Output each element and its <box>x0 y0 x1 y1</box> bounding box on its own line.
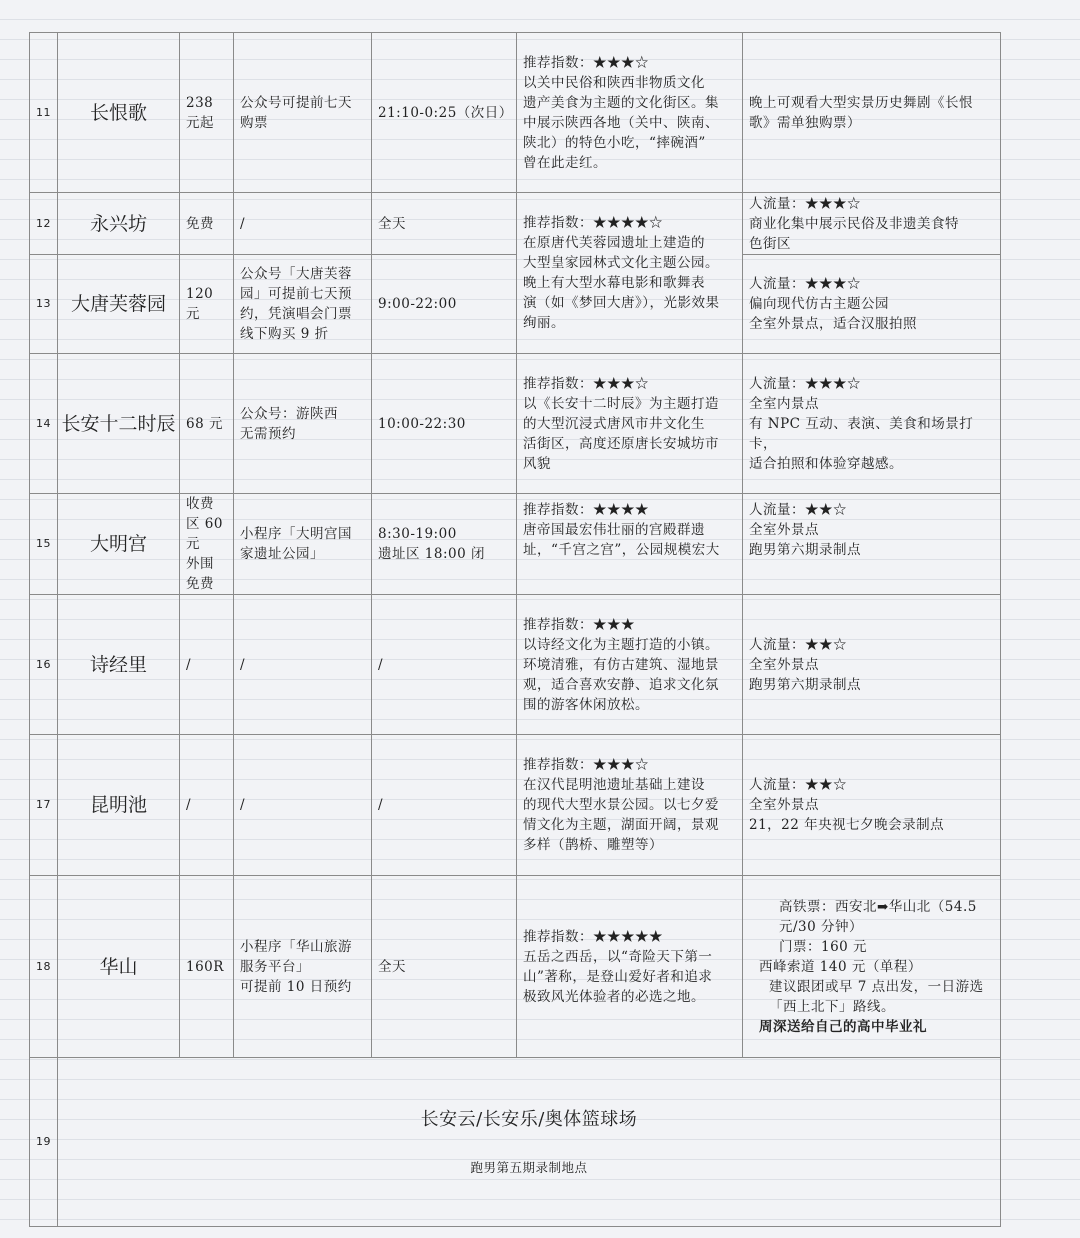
row-number: 15 <box>30 494 58 595</box>
booking-cell: / <box>234 735 372 876</box>
row-number: 17 <box>30 735 58 876</box>
booking-cell: / <box>234 595 372 735</box>
table-row <box>30 354 1001 494</box>
booking-cell: 小程序「华山旅游 服务平台」 可提前 10 日预约 <box>234 876 372 1058</box>
description-cell: 推荐指数：★★★★★ 五岳之西岳，以“奇险天下第一 山”著称，是登山爱好者和追求 极致风光体验者的必选之地。 <box>517 876 743 1058</box>
merged-cell <box>58 1058 1001 1227</box>
row-number: 18 <box>30 876 58 1058</box>
booking-cell: 公众号：游陕西 无需预约 <box>234 354 372 494</box>
price-cell: 160R <box>180 876 234 1058</box>
table-row <box>30 1058 1001 1227</box>
row-number: 14 <box>30 354 58 494</box>
note-cell: 人流量：★★★☆ 偏向现代仿古主题公园 全室外景点，适合汉服拍照 <box>743 255 1001 354</box>
note-cell: 人流量：★★☆ 全室外景点 跑男第六期录制点 <box>743 595 1001 735</box>
table-row <box>30 494 1001 595</box>
merged-content <box>58 1078 1000 1206</box>
note-cell: 晚上可观看大型实景历史舞剧《长恨 歌》需单独购票） <box>743 33 1001 193</box>
hours-cell: 8:30-19:00 遗址区 18:00 闭 <box>372 494 517 595</box>
hours-cell: 9:00-22:00 <box>372 255 517 354</box>
hours-cell: 10:00-22:30 <box>372 354 517 494</box>
price-cell: 120 元 <box>180 255 234 354</box>
price-cell: 收费 区 60 元 外围 免费 <box>180 494 234 595</box>
row-number: 12 <box>30 193 58 255</box>
booking-cell: / <box>234 193 372 255</box>
description-cell: 推荐指数：★★★☆ 在汉代昆明池遗址基础上建设 的现代大型水景公园。以七夕爱 情文化为主题，湖面开阔，景观 多样（鹊桥、雕塑等） <box>517 735 743 876</box>
venue-subtitle: 跑男第五期录制地点 <box>470 1160 588 1175</box>
attraction-name: 永兴坊 <box>58 193 180 255</box>
note-cell: 人流量：★★☆ 全室外景点 21，22 年央视七夕晚会录制点 <box>743 735 1001 876</box>
attraction-name: 华山 <box>58 876 180 1058</box>
note-line: 门票：160 元 <box>779 938 868 955</box>
table-row <box>30 595 1001 735</box>
description-cell: 推荐指数：★★★☆ 以《长安十二时辰》为主题打造 的大型沉浸式唐风市井文化生 活街区，高度还原唐长安城坊市 风貌 <box>517 354 743 494</box>
attraction-name: 大唐芙蓉园 <box>58 255 180 354</box>
table-row <box>30 255 1001 354</box>
note-line: 周深送给自己的高中毕业礼 <box>759 1018 927 1035</box>
attraction-name: 诗经里 <box>58 595 180 735</box>
row-number: 11 <box>30 33 58 193</box>
hours-cell: / <box>372 735 517 876</box>
table-row <box>30 193 1001 255</box>
row-number: 16 <box>30 595 58 735</box>
price-cell: 68 元 <box>180 354 234 494</box>
hours-cell: 21:10-0:25（次日） <box>372 33 517 193</box>
note-line: 建议跟团或早 7 点出发，一日游选 「西上北下」路线。 <box>769 978 984 1015</box>
price-cell: 免费 <box>180 193 234 255</box>
table-row <box>30 735 1001 876</box>
booking-cell: 小程序「大明宫国 家遗址公园」 <box>234 494 372 595</box>
note-cell: 人流量：★★☆ 全室外景点 跑男第六期录制点 <box>743 494 1001 595</box>
note-line: 高铁票：西安北➡华山北（54.5 元/30 分钟） <box>779 898 977 935</box>
hours-cell: 全天 <box>372 193 517 255</box>
note-line: 西峰索道 140 元（单程） <box>759 958 922 975</box>
booking-cell: 公众号可提前七天 购票 <box>234 33 372 193</box>
row-number: 19 <box>30 1058 58 1227</box>
price-cell: 238 元起 <box>180 33 234 193</box>
note-cell: 人流量：★★★☆ 全室内景点 有 NPC 互动、表演、美食和场景打卡， 适合拍照和体验穿越感。 <box>743 354 1001 494</box>
hours-cell: / <box>372 595 517 735</box>
attraction-name: 长安十二时辰 <box>58 354 180 494</box>
price-cell: / <box>180 595 234 735</box>
row-number: 13 <box>30 255 58 354</box>
description-cell: 推荐指数：★★★★☆ 在原唐代芙蓉园遗址上建造的 大型皇家园林式文化主题公园。 晚上有大型水幕电影和歌舞表 演（如《梦回大唐》），光影效果 绚丽。 <box>517 193 743 354</box>
booking-cell: 公众号「大唐芙蓉 园」可提前七天预 约，凭演唱会门票 线下购买 9 折 <box>234 255 372 354</box>
table-row <box>30 876 1001 1058</box>
description-cell: 推荐指数：★★★★ 唐帝国最宏伟壮丽的宫殿群遗 址，“千宫之宫”，公园规模宏大 <box>517 494 743 595</box>
table-row <box>30 33 1001 193</box>
attractions-table <box>29 32 1001 1227</box>
price-cell: / <box>180 735 234 876</box>
description-cell: 推荐指数：★★★ 以诗经文化为主题打造的小镇。 环境清雅，有仿古建筑、湿地景 观，适合喜欢安静、追求文化氛 围的游客休闲放松。 <box>517 595 743 735</box>
note-cell <box>743 876 1001 1058</box>
description-cell: 推荐指数：★★★☆ 以关中民俗和陕西非物质文化 遗产美食为主题的文化街区。集 中展示陕西各地（关中、陕南、 陕北）的特色小吃，“摔碗酒” 曾在此走红。 <box>517 33 743 193</box>
note-cell: 人流量：★★★☆ 商业化集中展示民俗及非遗美食特 色街区 <box>743 193 1001 255</box>
venue-title: 长安云/长安乐/奥体篮球场 <box>420 1109 638 1130</box>
attraction-name: 长恨歌 <box>58 33 180 193</box>
attraction-name: 昆明池 <box>58 735 180 876</box>
hours-cell: 全天 <box>372 876 517 1058</box>
attraction-name: 大明宫 <box>58 494 180 595</box>
